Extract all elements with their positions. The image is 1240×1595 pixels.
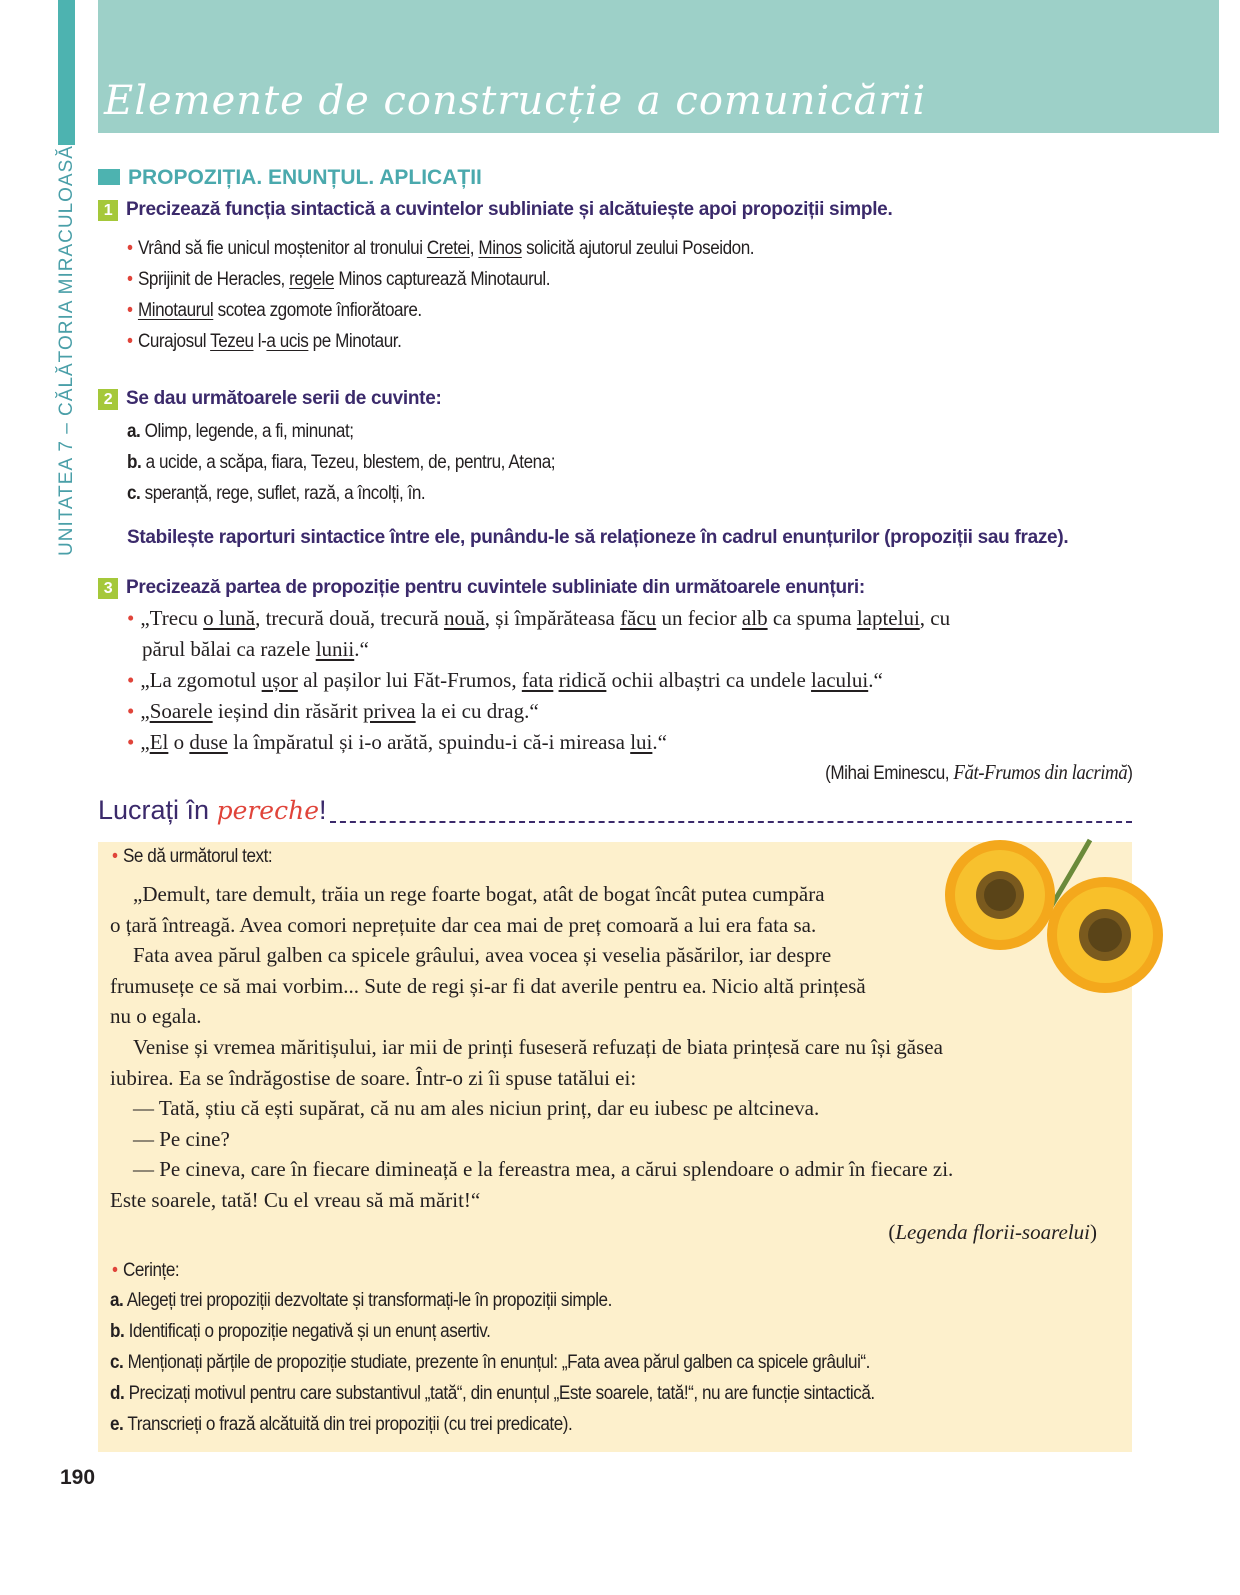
requirement-text: Alegeți trei propoziții dezvoltate și transformați-le în propoziții simple. (123, 1290, 612, 1311)
text-segment: „La zgomotul (140, 668, 262, 692)
text-segment: „ (140, 730, 150, 754)
underlined-word: Soarele (149, 699, 213, 723)
bullet-icon: • (127, 331, 133, 352)
exercise-2-task (98, 388, 442, 410)
series-words: a ucide, a scăpa, fiara, Tezeu, blestem, de, pentru, Atena; (141, 452, 556, 473)
series-letter: c. (127, 483, 141, 504)
bullet-icon: • (127, 269, 133, 290)
requirement-item (110, 1321, 490, 1343)
page-title: Elemente de construcție a comunicării (104, 78, 927, 124)
text-line: „Demult, tare demult, trăia un rege foarte bogat, atât de bogat încât putea cumpăra (133, 882, 825, 906)
bullet-icon: • (127, 606, 135, 630)
series-item (127, 483, 425, 505)
series-letter: b. (127, 452, 142, 473)
requirement-item (110, 1290, 612, 1312)
text-line: Este soarele, tată! Cu el vreau să mă mărit!“ (110, 1188, 481, 1212)
exercise-1-task (98, 199, 892, 221)
box-source-title: Legenda florii-soarelui (895, 1220, 1090, 1244)
requirement-item (110, 1383, 875, 1405)
section-title (98, 166, 482, 190)
requirement-letter: d. (110, 1383, 125, 1404)
bullet-icon: • (127, 300, 133, 321)
sunflower-image (940, 835, 1175, 995)
requirement-letter: c. (110, 1352, 124, 1373)
text-segment: , și împărăteasa (484, 606, 621, 630)
requirement-text: Transcrieți o frază alcătuită din trei propoziții (cu trei predicate). (123, 1414, 573, 1435)
underlined-word: ridică (558, 668, 607, 692)
exercise-number: 1 (98, 200, 118, 221)
underlined-word: El (149, 730, 169, 754)
text-segment: ieșind din răsărit (212, 699, 364, 723)
text-segment: , trecură două, trecură (255, 606, 444, 630)
text-segment: , (469, 238, 479, 259)
exercise-number: 3 (98, 578, 118, 599)
task-text: Se dau următoarele serii de cuvinte: (126, 388, 442, 409)
underlined-word: ușor (261, 668, 298, 692)
requirements-label-text: Cerințe: (122, 1260, 180, 1281)
underlined-word: fata (521, 668, 554, 692)
source-title: Făt-Frumos din lacrimă (952, 760, 1127, 784)
source-citation (825, 760, 1132, 785)
series-letter: a. (127, 421, 141, 442)
exercise-1-item (127, 300, 422, 322)
text-segment: la ei cu drag.“ (415, 699, 539, 723)
text-line: — Pe cineva, care în fiecare dimineață e la fereastra mea, a cărui splendoare o admir în fiecare zi. (133, 1157, 954, 1182)
page-number: 190 (60, 1466, 96, 1489)
task-text: Precizează funcția sintactică a cuvintelor subliniate și alcătuiește apoi propoziții simple. (126, 199, 893, 220)
text-line: — Pe cine? (133, 1126, 230, 1151)
underlined-word: alb (741, 606, 768, 630)
text-line: — Tată, știu că ești supărat, că nu am ales niciun prinț, dar eu iubesc pe altcineva. (133, 1096, 820, 1121)
underlined-word: lunii (315, 637, 355, 661)
text-segment: scotea zgomote înfiorătoare. (213, 300, 422, 321)
requirement-text: Precizați motivul pentru care substantivul „tată“, din enunțul „Este soarele, tată!“, nu are funcție sintactică. (124, 1383, 875, 1404)
text-segment: pe Minotaur. (308, 331, 402, 352)
side-accent-bar (58, 0, 75, 145)
underlined-word: făcu (620, 606, 657, 630)
underlined-word: o lună (203, 606, 256, 630)
requirement-item (110, 1414, 572, 1436)
bullet-icon: • (112, 1260, 118, 1281)
exercise-3-line (127, 668, 883, 693)
underlined-word: regele (289, 269, 335, 290)
underlined-word: Minotaurul (137, 300, 214, 321)
text-segment: solicită ajutorul zeului Poseidon. (521, 238, 755, 259)
square-marker-icon (98, 169, 120, 185)
text-line: frumusețe ce să mai vorbim... Sute de regi și-ar fi dat averile pentru ea. Nicio altă prințesă (110, 973, 866, 998)
underlined-word: lui (630, 730, 653, 754)
underlined-word: Minos (478, 238, 522, 259)
series-item (127, 452, 555, 474)
dashed-divider (330, 821, 1132, 823)
text-line: o țară întreagă. Avea comori neprețuite dar cea mai de preț comoară a lui era fata sa. (110, 912, 817, 937)
exercise-2-instruction: Stabilește raporturi sintactice între ele, punându-le să relaționeze în cadrul enunțurilor (propoziții sau fraze). (127, 527, 1069, 548)
bullet-icon: • (127, 238, 133, 259)
text-segment: ca spuma (767, 606, 857, 630)
text-segment: Minos capturează Minotaurul. (334, 269, 551, 290)
pair-label: Lucrați în (98, 795, 217, 825)
text-line: iubirea. Ea se îndrăgostise de soare. Într-o zi îi spuse tatălui ei: (110, 1065, 637, 1090)
pair-excl: ! (319, 795, 327, 825)
underlined-word: duse (189, 730, 228, 754)
task-text: Precizează partea de propoziție pentru cuvintele subliniate din următoarele enunțuri: (126, 577, 865, 598)
bullet-icon: • (112, 846, 118, 867)
bullet-icon: • (127, 730, 135, 754)
text-segment: un fecior (656, 606, 742, 630)
requirement-letter: a. (110, 1290, 124, 1311)
text-segment: Vrând să fie unicul moștenitor al tronului (137, 238, 427, 259)
requirement-letter: b. (110, 1321, 125, 1342)
requirement-letter: e. (110, 1414, 124, 1435)
box-intro (112, 846, 272, 868)
text-segment: „ (140, 699, 150, 723)
series-words: Olimp, legende, a fi, minunat; (140, 421, 354, 442)
exercise-3-line (142, 637, 369, 662)
requirement-text: Menționați părțile de propoziție studiate, prezente în enunțul: „Fata avea părul galben ca spicele grâului“. (123, 1352, 870, 1373)
underlined-word: laptelui (856, 606, 920, 630)
underlined-word: lacului (811, 668, 869, 692)
text-line: Venise și vremea măritișului, iar mii de prinți fuseseră refuzați de biata prințesă care nu își găsea (133, 1035, 943, 1059)
text-segment: „Trecu (140, 606, 204, 630)
text-segment: Curajosul (137, 331, 211, 352)
requirement-text: Identificați o propoziție negativă și un enunț asertiv. (124, 1321, 491, 1342)
text-segment: o (168, 730, 190, 754)
pair-script: pereche (216, 796, 320, 825)
requirement-item (110, 1352, 870, 1374)
text-segment: .“ (354, 637, 369, 661)
text-segment: .“ (652, 730, 667, 754)
exercise-3-line (127, 606, 950, 631)
unit-label: UNITATEA 7 – CĂLĂTORIA MIRACULOASĂ (56, 145, 77, 556)
text-segment: ochii albaștri ca undele (606, 668, 812, 692)
text-segment: părul bălai ca razele (142, 637, 316, 661)
text-segment: al pașilor lui Făt-Frumos, (297, 668, 522, 692)
source-author: (Mihai Eminescu, (824, 763, 953, 784)
requirements-label (112, 1260, 179, 1282)
box-source: (Legenda florii-soarelui) (888, 1220, 1097, 1244)
text-segment: .“ (868, 668, 883, 692)
exercise-3-line (127, 730, 667, 755)
text-segment: l- (253, 331, 267, 352)
exercise-1-item (127, 331, 401, 353)
underlined-word: a ucis (266, 331, 309, 352)
section-title-text: PROPOZIȚIA. ENUNȚUL. APLICAȚII (128, 166, 482, 189)
exercise-3-task (98, 577, 865, 599)
text-segment: Sprijinit de Heracles, (137, 269, 290, 290)
text-segment: la împăratul și i-o arătă, spuindu-i că-i mireasa (227, 730, 631, 754)
source-end: ) (1126, 763, 1132, 784)
underlined-word: Cretei (426, 238, 470, 259)
underlined-word: privea (363, 699, 416, 723)
series-item (127, 421, 354, 443)
exercise-1-item (127, 238, 754, 260)
pair-work-heading (98, 795, 327, 826)
bullet-icon: • (127, 699, 135, 723)
series-words: speranță, rege, suflet, rază, a încolți, în. (140, 483, 426, 504)
bullet-icon: • (127, 668, 135, 692)
intro-text: Se dă următorul text: (122, 846, 273, 867)
underlined-word: nouă (443, 606, 485, 630)
text-segment: , cu (919, 606, 951, 630)
exercise-3-line (127, 699, 539, 724)
text-line: nu o egala. (110, 1004, 202, 1029)
text-line: Fata avea părul galben ca spicele grâului, avea vocea și veselia păsărilor, iar despre (133, 943, 832, 968)
exercise-1-item (127, 269, 550, 291)
underlined-word: Tezeu (210, 331, 254, 352)
exercise-number: 2 (98, 389, 118, 410)
